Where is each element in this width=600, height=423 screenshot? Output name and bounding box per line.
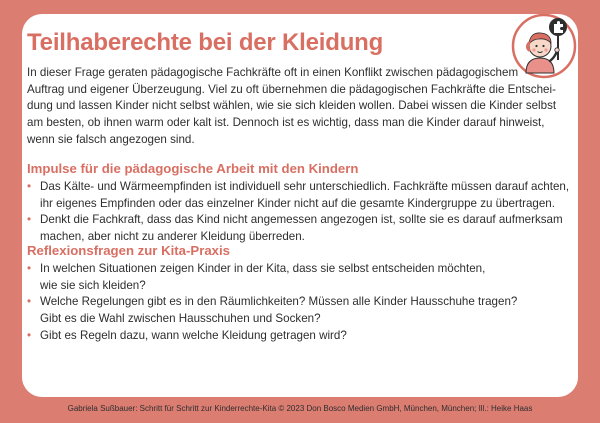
intro-line: In dieser Frage geraten pädagogische Fachkräfte oft in einen Konflikt zwischen pädagogischem	[27, 66, 519, 79]
impulse-list	[27, 179, 570, 246]
impulse-heading: Impulse für die pädagogische Arbeit mit den Kindern	[27, 161, 359, 176]
bullet-icon: •	[27, 213, 32, 227]
list-item-line: Das Kälte- und Wärmeempfinden ist individuell sehr unterschiedlich. Fachkräfte müssen darauf achten,	[40, 180, 570, 193]
list-item-line: machen, aber nicht zu anderer Kleidung überreden.	[40, 230, 305, 244]
list-item	[27, 328, 537, 345]
list-item-line: Denkt die Fachkraft, dass das Kind nicht angemessen angezogen ist, sollte sie es darauf aufmerksam	[40, 213, 563, 227]
intro-line: wenn sie falsch angezogen sind.	[27, 132, 195, 146]
list-item	[27, 261, 537, 294]
reflexion-heading: Reflexionsfragen zur Kita-Praxis	[27, 243, 231, 258]
list-item	[27, 294, 537, 327]
intro-line: Auftrag und eigener Überzeugung. Viel zu oft übernehmen die pädagogischen Fachkräfte die Entschei-	[27, 82, 556, 96]
list-item-line: In welchen Situationen zeigen Kinder in der Kita, dass sie selbst entscheiden möchten,	[40, 262, 486, 275]
bullet-icon: •	[27, 180, 32, 193]
list-item	[27, 179, 570, 212]
intro-line: am besten, ob ihnen warm oder kalt ist. Dennoch ist es wichtig, dass man die Kinder darauf hinweist,	[27, 116, 545, 130]
intro-line: dung und lassen Kinder nicht selbst wählen, wie sie sich kleiden wollen. Dabei wissen die Kinder selbst	[27, 99, 557, 113]
page-title: Teilhaberechte bei der Kleidung	[27, 29, 384, 56]
bullet-icon: •	[27, 328, 32, 342]
footer-credits: Gabriela Sußbauer: Schritt für Schritt zur Kinderrechte-Kita © 2023 Don Bosco Medien GmbH, München, München; Ill.: Heike Haas	[67, 404, 533, 413]
bullet-icon: •	[27, 262, 32, 275]
list-item-line: ihr eigenes Empfinden oder das einzelner Kinder nicht auf die gesamte Kindergruppe zu übertragen.	[40, 196, 555, 210]
list-item	[27, 212, 563, 245]
bullet-icon: •	[27, 295, 32, 309]
list-item-line: wie sie sich kleiden?	[40, 278, 146, 292]
list-item-line: Welche Regelungen gibt es in den Räumlichkeiten? Müssen alle Kinder Hausschuhe tragen?	[40, 295, 518, 309]
list-item-line: Gibt es Regeln dazu, wann welche Kleidung getragen wird?	[40, 328, 347, 342]
intro-paragraph	[27, 65, 557, 149]
reflexion-list	[27, 261, 537, 345]
list-item-line: Gibt es die Wahl zwischen Hausschuhen und Socken?	[40, 312, 321, 326]
